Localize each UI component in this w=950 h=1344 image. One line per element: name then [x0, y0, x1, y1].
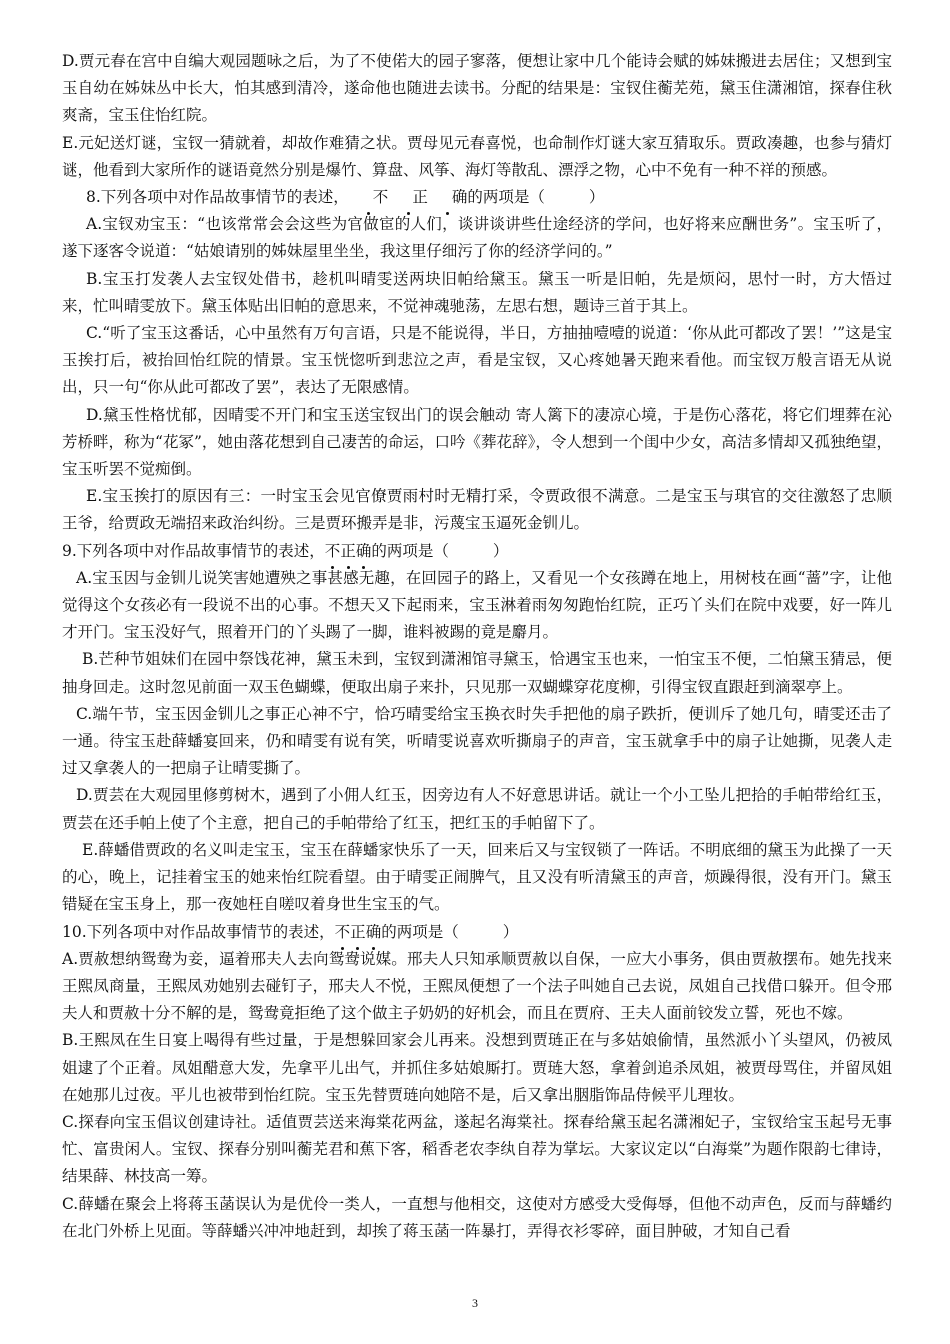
q10-option-c1: C.探春向宝玉倡议创建诗社。适值贾芸送来海棠花两盆，遂起名海棠社。探春给黛玉起名潇湘妃子，宝钗给宝玉起号无事忙、富贵闲人。宝钗、探春分别叫蘅芜君和蕉下客，稻香老农李纨自荐为掌坛。大家议定以“白海棠”为题作限韵七律诗，结果薛、林技高一筹。	[62, 1112, 892, 1186]
q10-stem: 10.下列各项中对作品故事情节的表述，不正确的两项是（ ）	[62, 919, 892, 946]
q9-option-c: C.端午节，宝玉因金钏儿之事正心神不宁，恰巧晴雯给宝玉换衣时失手把他的扇子跌折，便训斥了她几句，晴雯还击了一通。待宝玉赴薛蟠宴回来，仍和晴雯有说有笑，听晴雯说喜欢听撕扇子的声音，宝玉就拿手中的扇子让她撕，见袭人走过又拿袭人的一把扇子让晴雯撕了。	[62, 704, 892, 778]
q10-option-c2: C.薛蟠在聚会上将蒋玉菡误认为是优伶一类人，一直想与他相交，这使对方感受大受侮辱，但他不动声色，反而与薛蟠约在北门外桥上见面。等薛蟠兴冲冲地赶到，却挨了蒋玉菡一阵暴打，弄得衣衫零碎，面目肿破，才知自己看	[62, 1194, 892, 1240]
q9-option-e: E.薛蟠借贾政的名义叫走宝玉，宝玉在薛蟠家快乐了一天，回来后又与宝钗锁了一阵话。不明底细的黛玉为此操了一天的心，晚上，记挂着宝玉的她来怡红院看望。由于晴雯正闹脾气，且又没有听清黛玉的声音，烦躁得很，没有开门。黛玉错疑在宝玉身上，那一夜她枉自嗟叹着身世生宝玉的气。	[62, 840, 892, 914]
q10-option-a: A.贾赦想纳鸳鸯为妾，逼着邢夫人去向鸳鸯说媒。邢夫人只知承顺贾赦以自保，一应大小事务，俱由贾赦摆布。她先找来王熙凤商量，王熙凤劝她别去碰钉子，邢夫人不悦，王熙凤便想了一个法子叫她自己去说，凤姐自己找借口躲开。但令邢夫人和贾赦十分不解的是，鸳鸯竟拒绝了这个做主子奶奶的好机会，而且在贾府、王夫人面前铰发立誓，死也不嫁。	[62, 949, 892, 1023]
q7-option-d: D.贾元春在宫中自编大观园题咏之后，为了不使偌大的园子寥落，便想让家中几个能诗会赋的姊妹搬进去居住；又想到宝玉自幼在姊妹丛中长大，怕其感到清冷，遂命他也随进去读书。分配的结果是：宝钗住蘅芜苑，黛玉住潇湘馆，探春住秋爽斋，宝玉住怡红院。	[62, 52, 892, 125]
exam-page	[62, 48, 892, 1245]
q9-option-a: A.宝玉因与金钏儿说笑害她遭殃之事甚感无趣，在回园子的路上，又看见一个女孩蹲在地上，用树枝在画“蔷”字，让他觉得这个女孩必有一段说不出的心事。不想天又下起雨来，宝玉淋着雨匆匆跑怡红院，正巧丫头们在院中戏要，好一阵儿才开门。宝玉没好气，照着开门的丫头踢了一脚，谁料被踢的竟是麝月。	[62, 568, 892, 642]
q8-option-b: B.宝玉打发袭人去宝钗处借书，趁机叫晴雯送两块旧帕给黛玉。黛玉一听是旧帕，先是烦闷，思忖一时，方大悟过来，忙叫晴雯放下。黛玉体贴出旧帕的意思来，不觉神魂驰荡，左思右想，题诗三首于其上。	[62, 269, 892, 315]
q9-option-b: B.芒种节姐妹们在园中祭饯花神，黛玉未到，宝钗到潇湘馆寻黛玉，恰遇宝玉也来，一怕宝玉不便，二怕黛玉猜忌，便抽身回走。这时忽见前面一双玉色蝴蝶，便取出扇子来扑，只见那一双蝴蝶穿花度柳，引得宝钗直跟赶到滴翠亭上。	[62, 650, 892, 696]
q9-option-d: D.贾芸在大观园里修剪树木，遇到了小佣人红玉，因旁边有人不好意思讲话。就让一个小工坠儿把拾的手帕带给红玉，贾芸在还手帕上使了个主意，把自己的手帕带给了红玉，把红玉的手帕留下了。	[62, 786, 892, 832]
q9-stem: 9.下列各项中对作品故事情节的表述，不正确的两项是（ ）	[62, 538, 892, 565]
q8-option-a: A.宝钗劝宝玉：“也该常常会会这些为官做宦的人们，谈讲谈讲些仕途经济的学问，也好将来应酬世务”。宝玉听了，遂下逐客令说道：“姑娘请别的姊妹屋里坐坐，我这里仔细污了你的经济学问的。”	[62, 215, 892, 261]
q7-option-e: E.元妃送灯谜，宝钗一猜就着，却故作难猜之状。贾母见元春喜悦，也命制作灯谜大家互猜取乐。贾政凑趣，也参与猜灯谜，他看到大家所作的谜语竟然分别是爆竹、算盘、风筝、海灯等散乱、漂浮之物，心中不免有一种不祥的预感。	[62, 133, 892, 179]
q8-stem: 8.下列各项中对作品故事情节的表述， 不 正 确的两项是（ ）	[62, 184, 892, 211]
q10-option-b: B.王熙凤在生日宴上喝得有些过量，于是想躲回家会儿再来。没想到贾琏正在与多姑娘偷情，虽然派小丫头望风，仍被凤姐逮了个正着。凤姐醋意大发，先拿平儿出气，并抓住多姑娘厮打。贾琏大怒，拿着剑追杀凤姐，被贾母骂住，并留凤姐在她那儿过夜。平儿也被带到怡红院。宝玉先替贾琏向她陪不是，后又拿出胭脂饰品侍候平儿理妆。	[62, 1031, 892, 1104]
q8-option-c: C.“听了宝玉这番话，心中虽然有万句言语，只是不能说得，半日，方抽抽噎噎的说道：‘你从此可都改了罢！’”这是宝玉挨打后，被抬回怡红院的情景。宝玉恍惚听到悲泣之声，看是宝钗，又心疼她暑天跑来看他。而宝钗万般言语无从说出，只一句“你从此可都改了罢”，表达了无限感情。	[62, 324, 892, 397]
q8-option-e: E.宝玉挨打的原因有三：一时宝玉会见官僚贾雨村时无精打采，令贾政很不满意。二是宝玉与琪官的交往激怒了忠顺王爷，给贾政无端招来政治纠纷。三是贾环搬弄是非，污蔑宝玉逼死金钏儿。	[62, 487, 892, 533]
page-number: 3	[472, 1296, 478, 1310]
q8-option-d: D.黛玉性格忧郁，因晴雯不开门和宝玉送宝钗出门的误会触动 寄人篱下的凄凉心境，于是伤心落花，将它们埋葬在沁芳桥畔，称为“花冢”，她由落花想到自己凄苦的命运，口吟《葬花辞》，令人想到一个闺中少女，高洁多情却又孤独绝望，宝玉听罢不觉痴倒。	[62, 405, 892, 479]
